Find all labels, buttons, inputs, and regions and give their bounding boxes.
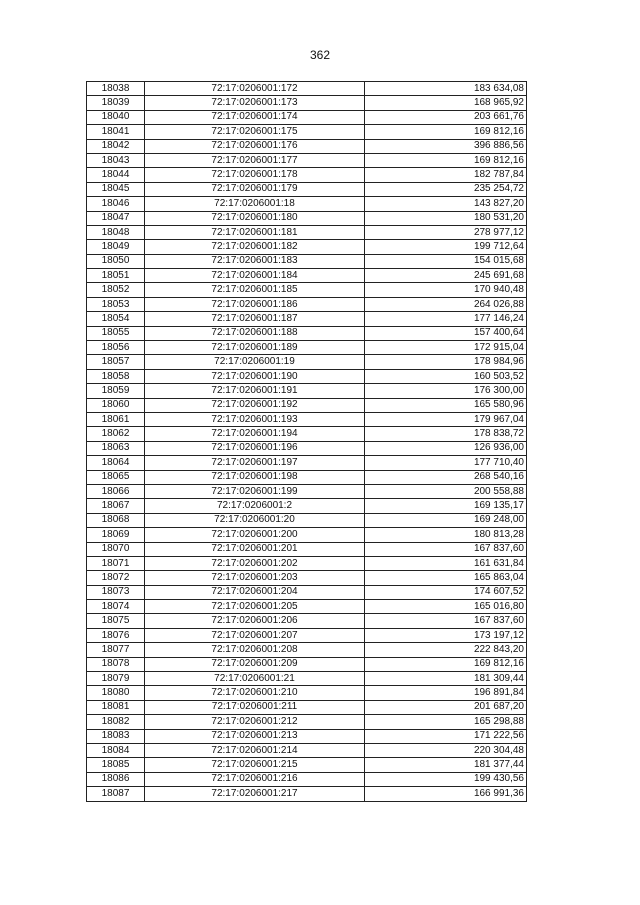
cadastral-number-cell: 72:17:0206001:198 (145, 470, 365, 484)
cadastral-value-cell: 203 661,76 (365, 110, 527, 124)
table-row (87, 758, 527, 772)
table-row (87, 168, 527, 182)
cadastral-value-cell: 174 607,52 (365, 585, 527, 599)
cadastral-value-cell: 220 304,48 (365, 743, 527, 757)
row-number-cell: 18073 (87, 585, 145, 599)
cadastral-value-cell: 176 300,00 (365, 384, 527, 398)
table-row (87, 254, 527, 268)
cadastral-value-cell: 245 691,68 (365, 269, 527, 283)
cadastral-value-cell: 199 430,56 (365, 772, 527, 786)
cadastral-number-cell: 72:17:0206001:208 (145, 643, 365, 657)
row-number-cell: 18087 (87, 787, 145, 801)
cadastral-value-cell: 154 015,68 (365, 254, 527, 268)
row-number-cell: 18079 (87, 672, 145, 686)
cadastral-value-cell: 200 558,88 (365, 484, 527, 498)
cadastral-number-cell: 72:17:0206001:217 (145, 787, 365, 801)
table-row (87, 513, 527, 527)
row-number-cell: 18059 (87, 384, 145, 398)
row-number-cell: 18043 (87, 153, 145, 167)
cadastral-value-cell: 235 254,72 (365, 182, 527, 196)
cadastral-value-cell: 180 813,28 (365, 528, 527, 542)
cadastral-number-cell: 72:17:0206001:182 (145, 240, 365, 254)
cadastral-number-cell: 72:17:0206001:190 (145, 369, 365, 383)
cadastral-number-cell: 72:17:0206001:214 (145, 743, 365, 757)
cadastral-value-cell: 201 687,20 (365, 700, 527, 714)
table-row (87, 96, 527, 110)
table-row (87, 153, 527, 167)
table-row (87, 110, 527, 124)
table-row (87, 211, 527, 225)
cadastral-number-cell: 72:17:0206001:207 (145, 628, 365, 642)
cadastral-number-cell: 72:17:0206001:209 (145, 657, 365, 671)
cadastral-value-cell: 171 222,56 (365, 729, 527, 743)
row-number-cell: 18067 (87, 499, 145, 513)
cadastral-number-cell: 72:17:0206001:18 (145, 197, 365, 211)
row-number-cell: 18055 (87, 326, 145, 340)
row-number-cell: 18071 (87, 556, 145, 570)
table-row (87, 772, 527, 786)
table-row (87, 643, 527, 657)
cadastral-value-cell: 180 531,20 (365, 211, 527, 225)
row-number-cell: 18061 (87, 412, 145, 426)
row-number-cell: 18063 (87, 441, 145, 455)
cadastral-number-cell: 72:17:0206001:200 (145, 528, 365, 542)
row-number-cell: 18049 (87, 240, 145, 254)
cadastral-number-cell: 72:17:0206001:187 (145, 312, 365, 326)
table-row (87, 657, 527, 671)
table-row (87, 355, 527, 369)
table-row (87, 484, 527, 498)
row-number-cell: 18062 (87, 427, 145, 441)
table-row (87, 787, 527, 801)
cadastral-value-cell: 183 634,08 (365, 82, 527, 96)
row-number-cell: 18072 (87, 571, 145, 585)
cadastral-value-table (86, 81, 527, 802)
cadastral-value-cell: 143 827,20 (365, 197, 527, 211)
row-number-cell: 18064 (87, 456, 145, 470)
cadastral-value-cell: 172 915,04 (365, 341, 527, 355)
page-number: 362 (309, 48, 331, 62)
cadastral-number-cell: 72:17:0206001:175 (145, 125, 365, 139)
cadastral-value-cell: 126 936,00 (365, 441, 527, 455)
cadastral-number-cell: 72:17:0206001:186 (145, 297, 365, 311)
cadastral-number-cell: 72:17:0206001:173 (145, 96, 365, 110)
cadastral-number-cell: 72:17:0206001:189 (145, 341, 365, 355)
cadastral-value-cell: 157 400,64 (365, 326, 527, 340)
row-number-cell: 18076 (87, 628, 145, 642)
table-row (87, 542, 527, 556)
cadastral-value-cell: 165 863,04 (365, 571, 527, 585)
table-row (87, 312, 527, 326)
cadastral-value-cell: 165 016,80 (365, 600, 527, 614)
cadastral-value-cell: 166 991,36 (365, 787, 527, 801)
cadastral-number-cell: 72:17:0206001:2 (145, 499, 365, 513)
cadastral-number-cell: 72:17:0206001:203 (145, 571, 365, 585)
table-row (87, 341, 527, 355)
row-number-cell: 18080 (87, 686, 145, 700)
cadastral-number-cell: 72:17:0206001:19 (145, 355, 365, 369)
table-row (87, 297, 527, 311)
cadastral-number-cell: 72:17:0206001:196 (145, 441, 365, 455)
cadastral-number-cell: 72:17:0206001:211 (145, 700, 365, 714)
cadastral-number-cell: 72:17:0206001:183 (145, 254, 365, 268)
row-number-cell: 18086 (87, 772, 145, 786)
cadastral-number-cell: 72:17:0206001:197 (145, 456, 365, 470)
table-row (87, 628, 527, 642)
cadastral-number-cell: 72:17:0206001:192 (145, 398, 365, 412)
cadastral-number-cell: 72:17:0206001:180 (145, 211, 365, 225)
cadastral-number-cell: 72:17:0206001:181 (145, 225, 365, 239)
row-number-cell: 18038 (87, 82, 145, 96)
cadastral-value-cell: 169 812,16 (365, 125, 527, 139)
table-row (87, 82, 527, 96)
cadastral-number-cell: 72:17:0206001:176 (145, 139, 365, 153)
cadastral-number-cell: 72:17:0206001:188 (145, 326, 365, 340)
cadastral-value-cell: 177 146,24 (365, 312, 527, 326)
cadastral-number-cell: 72:17:0206001:201 (145, 542, 365, 556)
cadastral-value-cell: 173 197,12 (365, 628, 527, 642)
cadastral-value-cell: 160 503,52 (365, 369, 527, 383)
cadastral-value-cell: 169 812,16 (365, 657, 527, 671)
cadastral-number-cell: 72:17:0206001:205 (145, 600, 365, 614)
table-row (87, 700, 527, 714)
table-row (87, 585, 527, 599)
table-row (87, 326, 527, 340)
table-row (87, 456, 527, 470)
cadastral-value-cell: 177 710,40 (365, 456, 527, 470)
row-number-cell: 18046 (87, 197, 145, 211)
cadastral-number-cell: 72:17:0206001:174 (145, 110, 365, 124)
table-row (87, 686, 527, 700)
cadastral-value-cell: 165 298,88 (365, 715, 527, 729)
cadastral-number-cell: 72:17:0206001:191 (145, 384, 365, 398)
row-number-cell: 18083 (87, 729, 145, 743)
cadastral-value-cell: 182 787,84 (365, 168, 527, 182)
table-row (87, 412, 527, 426)
cadastral-value-cell: 199 712,64 (365, 240, 527, 254)
table-row (87, 225, 527, 239)
cadastral-value-cell: 161 631,84 (365, 556, 527, 570)
row-number-cell: 18078 (87, 657, 145, 671)
row-number-cell: 18082 (87, 715, 145, 729)
cadastral-number-cell: 72:17:0206001:215 (145, 758, 365, 772)
table-row (87, 470, 527, 484)
table-row (87, 743, 527, 757)
table-row (87, 499, 527, 513)
row-number-cell: 18051 (87, 269, 145, 283)
row-number-cell: 18044 (87, 168, 145, 182)
row-number-cell: 18054 (87, 312, 145, 326)
table-row (87, 384, 527, 398)
table-row (87, 600, 527, 614)
row-number-cell: 18081 (87, 700, 145, 714)
cadastral-value-cell: 167 837,60 (365, 614, 527, 628)
cadastral-value-cell: 264 026,88 (365, 297, 527, 311)
cadastral-value-cell: 165 580,96 (365, 398, 527, 412)
table-row (87, 556, 527, 570)
table-row (87, 125, 527, 139)
table-row (87, 729, 527, 743)
cadastral-number-cell: 72:17:0206001:20 (145, 513, 365, 527)
row-number-cell: 18053 (87, 297, 145, 311)
table-row (87, 369, 527, 383)
cadastral-number-cell: 72:17:0206001:178 (145, 168, 365, 182)
row-number-cell: 18069 (87, 528, 145, 542)
table-body (87, 82, 527, 802)
row-number-cell: 18040 (87, 110, 145, 124)
table-row (87, 427, 527, 441)
table-row (87, 614, 527, 628)
cadastral-number-cell: 72:17:0206001:185 (145, 283, 365, 297)
cadastral-value-cell: 169 135,17 (365, 499, 527, 513)
row-number-cell: 18039 (87, 96, 145, 110)
row-number-cell: 18070 (87, 542, 145, 556)
table-row (87, 182, 527, 196)
table-row (87, 672, 527, 686)
cadastral-value-cell: 278 977,12 (365, 225, 527, 239)
cadastral-value-cell: 170 940,48 (365, 283, 527, 297)
cadastral-value-cell: 169 248,00 (365, 513, 527, 527)
table-row (87, 139, 527, 153)
cadastral-value-cell: 396 886,56 (365, 139, 527, 153)
table-row (87, 269, 527, 283)
row-number-cell: 18042 (87, 139, 145, 153)
table-row (87, 398, 527, 412)
cadastral-value-cell: 196 891,84 (365, 686, 527, 700)
cadastral-number-cell: 72:17:0206001:194 (145, 427, 365, 441)
row-number-cell: 18045 (87, 182, 145, 196)
row-number-cell: 18058 (87, 369, 145, 383)
cadastral-number-cell: 72:17:0206001:21 (145, 672, 365, 686)
cadastral-number-cell: 72:17:0206001:206 (145, 614, 365, 628)
table-row (87, 240, 527, 254)
table-row (87, 197, 527, 211)
cadastral-number-cell: 72:17:0206001:199 (145, 484, 365, 498)
table-row (87, 528, 527, 542)
cadastral-number-cell: 72:17:0206001:204 (145, 585, 365, 599)
row-number-cell: 18047 (87, 211, 145, 225)
cadastral-number-cell: 72:17:0206001:213 (145, 729, 365, 743)
table-row (87, 571, 527, 585)
cadastral-value-cell: 167 837,60 (365, 542, 527, 556)
cadastral-value-cell: 181 377,44 (365, 758, 527, 772)
cadastral-value-cell: 168 965,92 (365, 96, 527, 110)
cadastral-value-cell: 222 843,20 (365, 643, 527, 657)
row-number-cell: 18056 (87, 341, 145, 355)
cadastral-value-cell: 169 812,16 (365, 153, 527, 167)
cadastral-number-cell: 72:17:0206001:212 (145, 715, 365, 729)
row-number-cell: 18048 (87, 225, 145, 239)
cadastral-value-cell: 178 984,96 (365, 355, 527, 369)
row-number-cell: 18060 (87, 398, 145, 412)
row-number-cell: 18075 (87, 614, 145, 628)
table-row (87, 441, 527, 455)
cadastral-number-cell: 72:17:0206001:202 (145, 556, 365, 570)
table-row (87, 283, 527, 297)
cadastral-number-cell: 72:17:0206001:177 (145, 153, 365, 167)
cadastral-value-cell: 181 309,44 (365, 672, 527, 686)
table-row (87, 715, 527, 729)
cadastral-value-cell: 178 838,72 (365, 427, 527, 441)
row-number-cell: 18085 (87, 758, 145, 772)
row-number-cell: 18066 (87, 484, 145, 498)
cadastral-number-cell: 72:17:0206001:172 (145, 82, 365, 96)
cadastral-value-cell: 179 967,04 (365, 412, 527, 426)
cadastral-number-cell: 72:17:0206001:184 (145, 269, 365, 283)
cadastral-number-cell: 72:17:0206001:216 (145, 772, 365, 786)
row-number-cell: 18057 (87, 355, 145, 369)
cadastral-number-cell: 72:17:0206001:210 (145, 686, 365, 700)
cadastral-number-cell: 72:17:0206001:193 (145, 412, 365, 426)
cadastral-value-cell: 268 540,16 (365, 470, 527, 484)
row-number-cell: 18084 (87, 743, 145, 757)
row-number-cell: 18077 (87, 643, 145, 657)
row-number-cell: 18052 (87, 283, 145, 297)
row-number-cell: 18074 (87, 600, 145, 614)
row-number-cell: 18041 (87, 125, 145, 139)
row-number-cell: 18068 (87, 513, 145, 527)
row-number-cell: 18050 (87, 254, 145, 268)
row-number-cell: 18065 (87, 470, 145, 484)
cadastral-number-cell: 72:17:0206001:179 (145, 182, 365, 196)
